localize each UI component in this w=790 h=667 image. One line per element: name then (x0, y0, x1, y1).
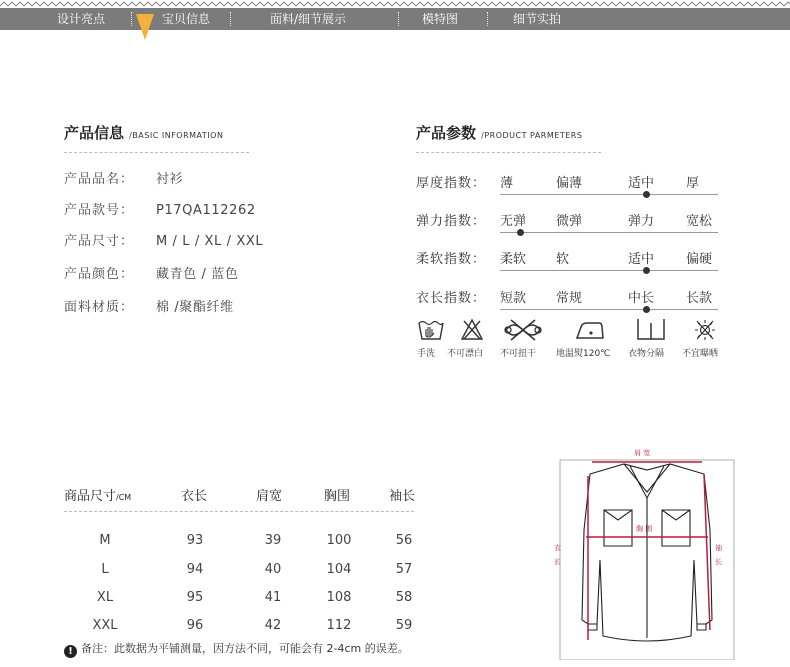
care-label-no-sun: 不宜曝晒 (682, 349, 719, 359)
no-bleach-icon (461, 318, 483, 342)
column-header-chest: 胸围 (324, 489, 351, 504)
active-nav-arrow-icon (136, 14, 154, 40)
product-info-title: 产品信息 /BASIC INFORMATION (64, 124, 224, 142)
column-header-sleeve: 袖长 (389, 489, 416, 504)
measurement-cell: 39 (264, 533, 282, 548)
nav-separator (487, 12, 488, 26)
shirt-outline (582, 464, 712, 641)
param-option: 薄 (500, 176, 514, 191)
info-row-size: 产品尺寸： M / L / XL / XXL (64, 234, 264, 249)
length-label-2: 长 (554, 558, 561, 566)
param-scale-line (500, 270, 718, 271)
measurement-cell: 108 (326, 590, 352, 605)
sleeve-label-2: 长 (715, 558, 722, 566)
nav-separator (230, 12, 231, 26)
size-cell: M (99, 533, 111, 548)
measurement-cell: 112 (326, 618, 352, 633)
nav-item-info[interactable]: 宝贝信息 (162, 12, 211, 26)
measurement-cell: 57 (395, 562, 413, 577)
care-label-no-wring: 不可扭干 (500, 349, 537, 359)
measurement-cell: 94 (186, 562, 204, 577)
measurement-cell: 40 (264, 562, 282, 577)
info-row-color: 产品颜色： 藏青色 / 蓝色 (64, 267, 239, 282)
nav-item-model[interactable]: 模特图 (422, 12, 459, 26)
warning-icon: ! (64, 645, 77, 658)
param-option: 宽松 (686, 214, 713, 229)
param-option: 适中 (628, 176, 655, 191)
info-row-material: 面料材质： 棉 /聚酯纤维 (64, 300, 234, 315)
measurement-cell: 104 (326, 562, 352, 577)
param-selected-dot (517, 229, 524, 236)
param-option: 微弹 (556, 214, 583, 229)
param-selected-dot (643, 267, 650, 274)
shirt-measurement-diagram (552, 440, 742, 660)
param-label: 柔软指数： (416, 252, 487, 267)
param-selected-dot (643, 191, 650, 198)
column-header-shoulder: 肩宽 (256, 489, 283, 504)
length-label-1: 衣 (554, 544, 561, 552)
measurement-cell: 56 (395, 533, 413, 548)
param-option: 适中 (628, 252, 655, 267)
size-cell: XL (96, 590, 114, 605)
measurement-cell: 96 (186, 618, 204, 633)
measurement-cell: 93 (186, 533, 204, 548)
product-params-title: 产品参数 /PRODUCT PARMETERS (416, 124, 583, 142)
param-option: 短款 (500, 291, 527, 306)
param-option: 无弹 (500, 214, 527, 229)
nav-item-detail[interactable]: 细节实拍 (513, 12, 562, 26)
param-option: 中长 (628, 291, 655, 306)
info-row-style: 产品款号： P17QA112262 (64, 203, 256, 218)
no-sun-dry-icon (694, 318, 716, 342)
divider (416, 152, 601, 153)
param-label: 弹力指数： (416, 214, 487, 229)
size-cell: L (101, 562, 109, 577)
wash-separately-icon (635, 317, 667, 343)
param-option: 常规 (556, 291, 583, 306)
nav-item-fabric[interactable]: 面料/细节展示 (270, 12, 347, 26)
shoulder-label: 肩 宽 (634, 449, 651, 457)
measurement-cell: 42 (264, 618, 282, 633)
param-label: 厚度指数： (416, 176, 487, 191)
param-option: 长款 (686, 291, 713, 306)
param-scale-line (500, 232, 718, 233)
chest-label: 胸 围 (636, 525, 653, 533)
low-iron-icon (574, 318, 606, 342)
param-option: 软 (556, 252, 570, 267)
care-label-separate: 衣物分隔 (628, 349, 665, 359)
param-label: 衣长指数： (416, 291, 487, 306)
care-label-no-bleach: 不可漂白 (447, 349, 484, 359)
nav-separator (131, 12, 132, 26)
measurement-note: ! 备注：此数据为平铺测量，因方法不同，可能会有 2-4cm 的误差。 (64, 640, 409, 658)
param-option: 厚 (686, 176, 700, 191)
measurement-cell: 95 (186, 590, 204, 605)
care-label-low-iron: 地温熨120℃ (556, 349, 611, 359)
sleeve-label-1: 袖 (715, 544, 722, 552)
param-option: 偏薄 (556, 176, 583, 191)
measurement-cell: 41 (264, 590, 282, 605)
measurement-cell: 58 (395, 590, 413, 605)
divider (64, 511, 414, 512)
param-option: 弹力 (628, 214, 655, 229)
param-option: 偏硬 (686, 252, 713, 267)
size-table-header: 商品尺寸/CM (64, 489, 132, 504)
hand-wash-icon (417, 318, 445, 342)
top-nav (0, 8, 790, 30)
param-selected-dot (643, 306, 650, 313)
size-cell: XXL (92, 618, 118, 633)
nav-separator (398, 12, 399, 26)
param-scale-line (500, 194, 718, 195)
care-label-hand-wash: 手洗 (417, 349, 436, 359)
no-wring-icon (503, 318, 543, 342)
nav-decorative-border (0, 0, 790, 8)
column-header-length: 衣长 (181, 489, 208, 504)
measurement-cell: 100 (326, 533, 352, 548)
nav-item-design[interactable]: 设计亮点 (57, 12, 106, 26)
info-row-name: 产品品名： 衬衫 (64, 172, 184, 187)
divider (64, 152, 249, 153)
measurement-cell: 59 (395, 618, 413, 633)
param-scale-line (500, 309, 718, 310)
param-option: 柔软 (500, 252, 527, 267)
